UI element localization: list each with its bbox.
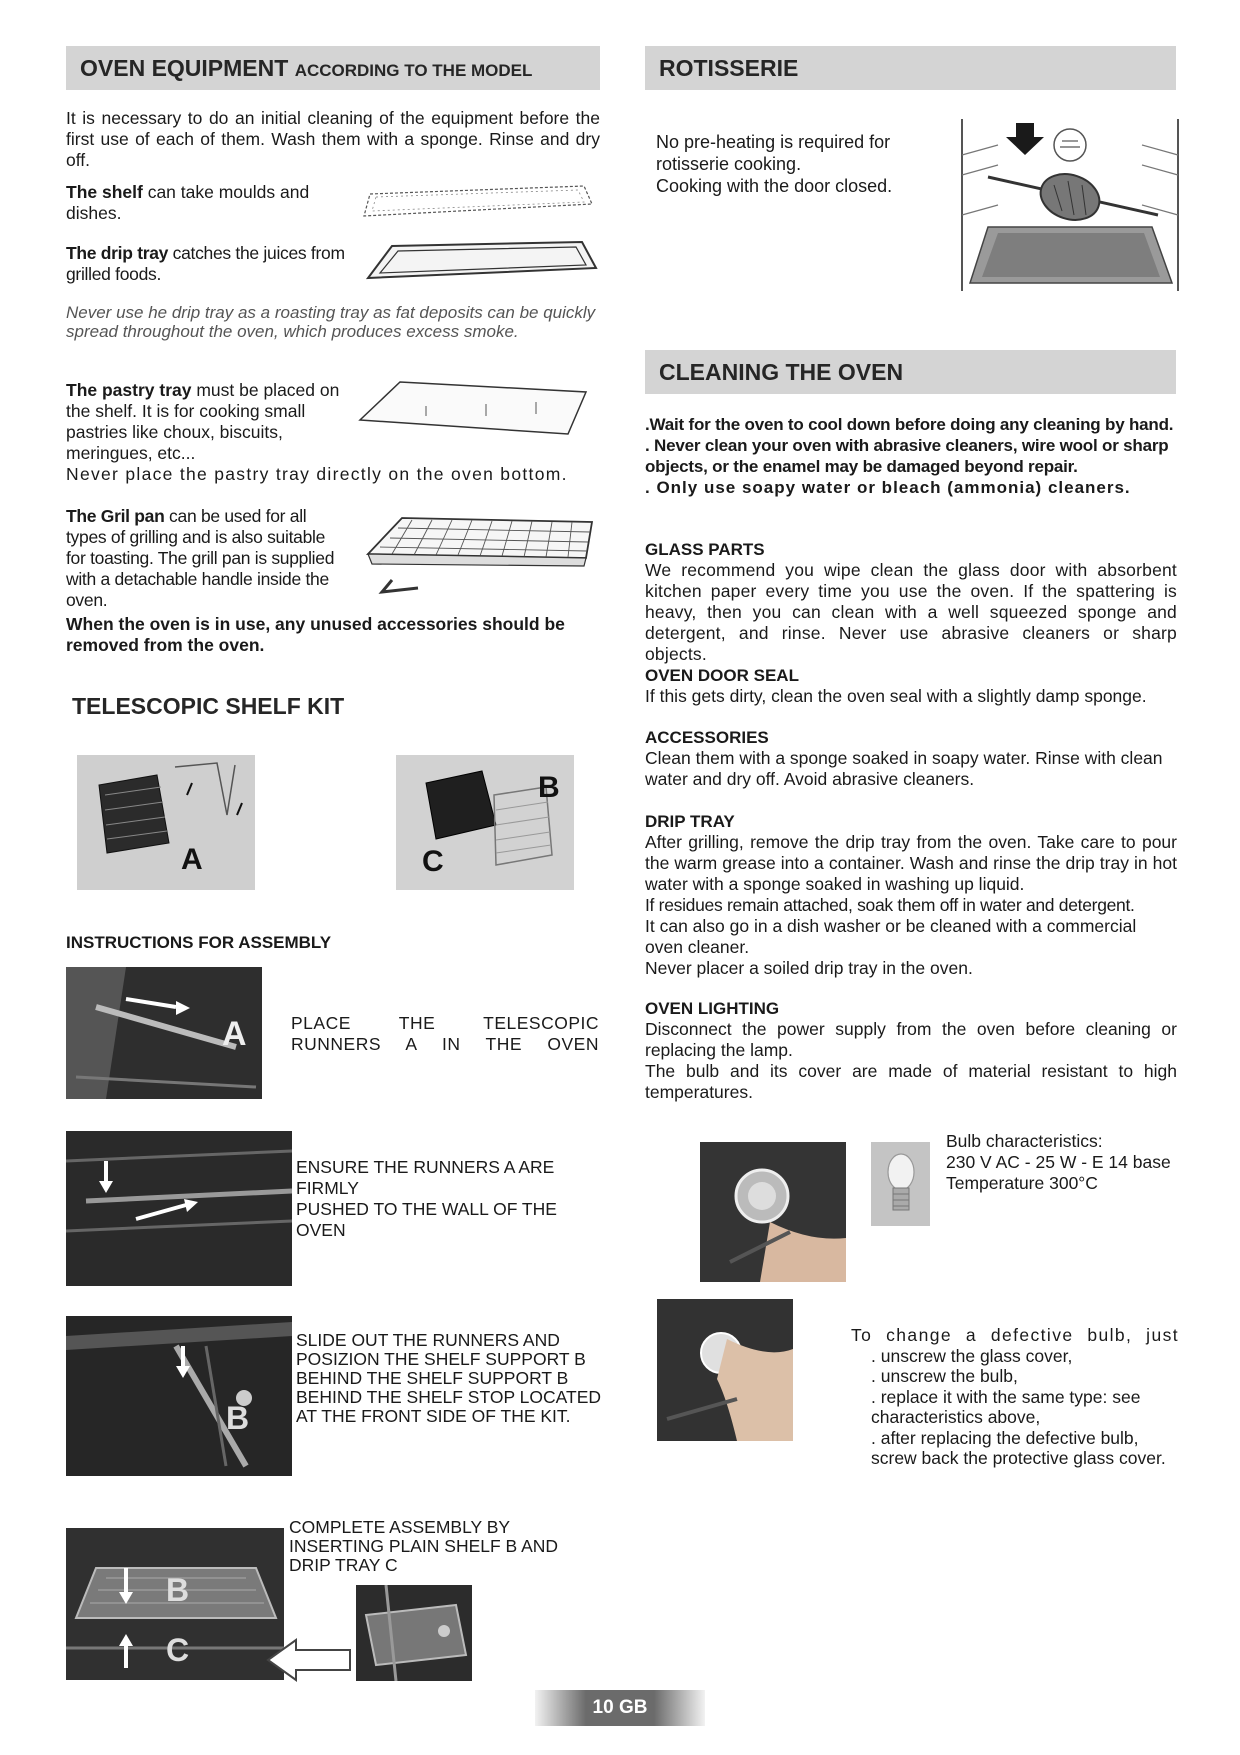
pastry-tray-description: The pastry tray must be placed on the shelf. It is for cooking small pastries like choux, biscuits, meringues, etc... [66,380,340,463]
step4-detail-photo [356,1585,472,1681]
rotisserie-text: No pre-heating is required for rotisserie cooking. Cooking with the door closed. [656,132,893,196]
kit-photo-shelf-tray [396,755,574,890]
gril-pan-description: The Gril pan can be used for all types of grilling and is also suitable for toasting. The grill pan is supplied with a detachable handle inside the oven. [66,506,335,610]
step4-text: COMPLETE ASSEMBLY BY INSERTING PLAIN SHELF B AND DRIP TRAY C [289,1517,559,1575]
drip-tray-warning: Never use he drip tray as a roasting tray as fat deposits can be quickly spread throughout the oven, which produces excess smoke. [66,303,596,341]
pastry-tray-illustration [356,376,600,448]
step2-text-a: ENSURE THE RUNNERS A ARE FIRMLY [296,1157,555,1198]
cleaning-warnings: .Wait for the oven to cool down before doing any cleaning by hand. . Never clean your oven with abrasive cleaners, wire wool or sharp objects, or the enamel may be damaged beyond repair. . Only use soapy water or bleach (ammonia) cleaners. [645,415,1174,497]
shelf-description: The shelf can take moulds and dishes. [66,182,310,223]
pastry-tray-note: Never place the pastry tray directly on the oven bottom. [66,464,568,484]
page-number-footer [535,1690,705,1726]
equipment-intro: It is necessary to do an initial cleaning of the equipment before the first use of each of them. Wash them with a sponge. Rinse and dry off. [66,108,600,170]
step3-photo [66,1316,292,1476]
page-number: 10 GB [592,1697,648,1718]
rotisserie-illustration [958,115,1182,295]
telescopic-kit-title: TELESCOPIC SHELF KIT [72,693,345,719]
drip-tray-description: The drip tray catches the juices from grilled foods. [66,243,345,284]
glass-parts-text: We recommend you wipe clean the glass door with absorbent kitchen paper every time you use the oven. If the spattering is heavy, then you can clean with a well squeezed sponge and detergent, and rinse. Never use abrasive cleaners or sharp objects. [645,560,1177,664]
lamp-cover-photo [700,1142,846,1282]
bulb-change-photo [657,1299,793,1441]
step4-label-b: B [166,1572,190,1608]
oven-lighting-title: OVEN LIGHTING [645,999,780,1018]
step4-label-c: C [166,1632,190,1668]
bulb-characteristics: Bulb characteristics: 230 V AC - 25 W - E 14 base Temperature 300°C [946,1131,1171,1193]
step2-text-b: PUSHED TO THE WALL OF THE OVEN [296,1199,557,1240]
kit-label-b: B [538,771,560,804]
kit-label-a: A [181,843,203,876]
accessories-title: ACCESSORIES [645,728,769,747]
drip-tray-cleaning-title: DRIP TRAY [645,812,735,831]
rotisserie-title: ROTISSERIE [659,55,799,81]
step3-text: SLIDE OUT THE RUNNERS AND POSIZION THE SHELF SUPPORT B BEHIND THE SHELF SUPPORT B BEHIND THE SHELF STOP LOCATED AT THE FRONT SIDE OF THE KIT. [296,1330,602,1426]
oven-equipment-title: OVEN EQUIPMENT ACCORDING TO THE MODEL [80,55,533,81]
assembly-instructions-title: INSTRUCTIONS FOR ASSEMBLY [66,933,332,952]
accessories-text: Clean them with a sponge soaked in soapy water. Rinse with clean water and dry off. Avoid abrasive cleaners. [645,748,1163,789]
kit-photo-runners [77,755,255,890]
door-seal-text: If this gets dirty, clean the oven seal with a slightly damp sponge. [645,686,1147,706]
oven-equipment-header [66,46,600,90]
step4-photo [66,1528,284,1680]
drip-tray-illustration [362,238,602,286]
drip-tray-cleaning-text: After grilling, remove the drip tray from the oven. Take care to pour the warm grease into a container. Wash and rinse the drip tray in hot water with a sponge soaked in washing up liquid. If residues remain attached, soak them off in water and detergent. It can also go in a dish washer or be cleaned with a commercial oven cleaner. Never placer a soiled drip tray in the oven. [645,832,1177,978]
cleaning-header [645,350,1176,394]
unused-accessories-note: When the oven is in use, any unused accessories should be removed from the oven. [66,614,565,655]
oven-lighting-text: Disconnect the power supply from the oven before cleaning or replacing the lamp. The bulb and its cover are made of material resistant to high temperatures. [645,1019,1177,1102]
step1-text: PLACE THE TELESCOPIC RUNNERS A IN THE OVEN [291,1013,599,1054]
step2-photo [66,1131,292,1286]
cleaning-title: CLEANING THE OVEN [659,359,904,385]
door-seal-title: OVEN DOOR SEAL [645,666,799,685]
shelf-illustration [358,180,598,225]
bulb-photo [871,1142,930,1226]
step1-label-a: A [222,1015,247,1053]
rotisserie-header [645,46,1176,90]
step4-arrow-icon [266,1636,352,1684]
kit-label-c: C [422,845,444,878]
bulb-change-instructions: To change a defective bulb, just . unscrew the glass cover, . unscrew the bulb, . replace it with the same type: see characteristics above, . after replacing the defective bulb, screw back the protective glass cover. [851,1325,1179,1468]
glass-parts-title: GLASS PARTS [645,540,765,559]
gril-pan-illustration [362,510,602,602]
step3-label-b: B [226,1400,250,1436]
step1-photo [66,967,262,1099]
